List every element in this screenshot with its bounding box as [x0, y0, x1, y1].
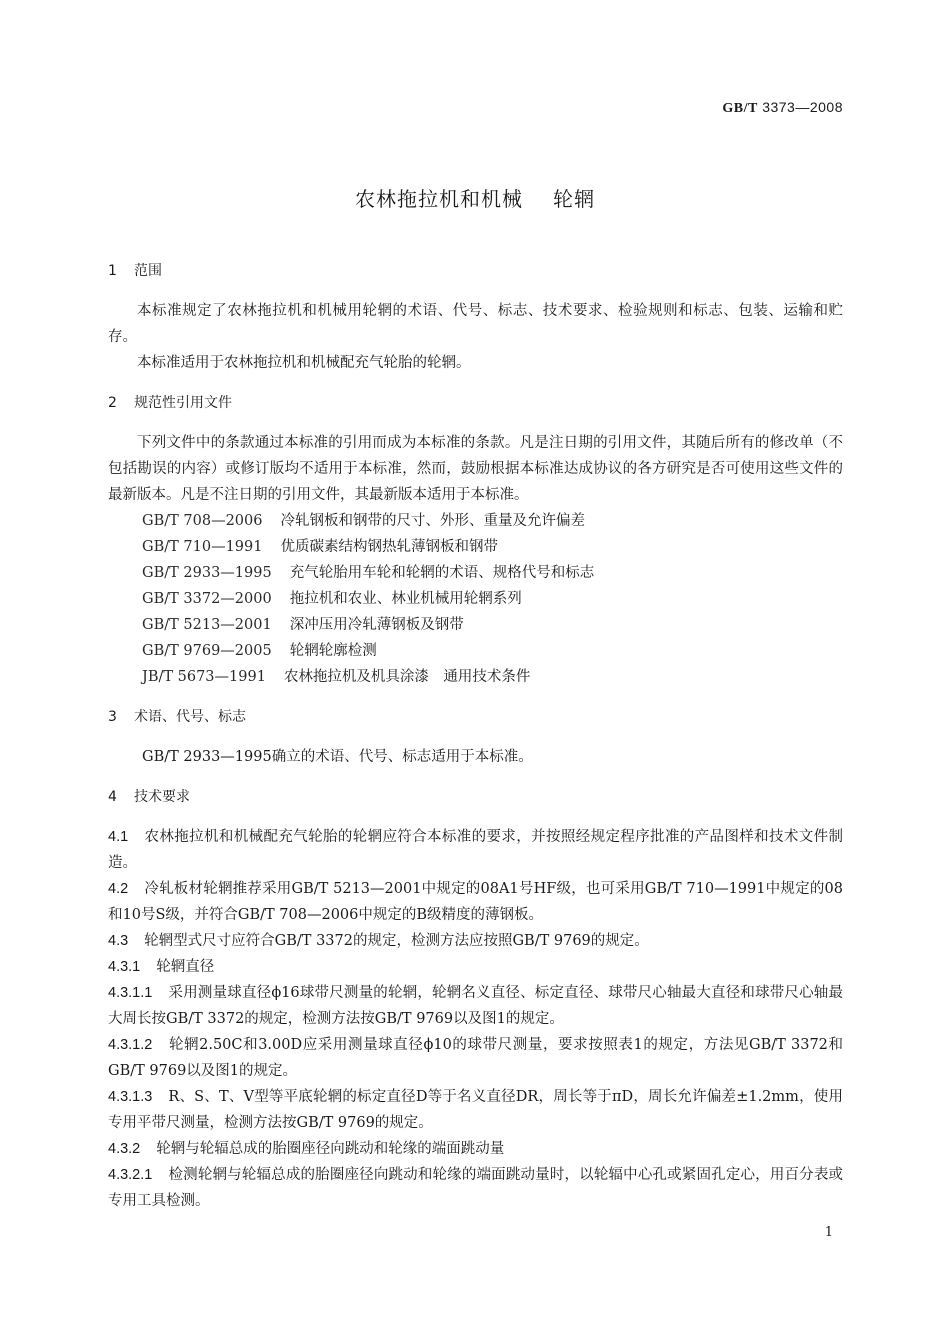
section-number: 3: [108, 709, 117, 725]
section-title: 技术要求: [134, 789, 190, 805]
clause-number: 4.3.1: [108, 959, 141, 975]
title-part1: 农林拖拉机和机械: [355, 187, 523, 211]
title-part2: 轮辋: [553, 187, 595, 211]
clause-number: 4.3.2.1: [108, 1167, 153, 1183]
reference-code: GB/T 2933—1995: [142, 565, 272, 581]
clause-4-3-1: [108, 954, 843, 980]
reference-code: GB/T 708—2006: [142, 513, 263, 529]
section-number: 2: [108, 395, 117, 411]
section-title: 规范性引用文件: [134, 395, 232, 411]
clause-text: 农林拖拉机和机械配充气轮胎的轮辋应符合本标准的要求，并按照经规定程序批准的产品图样和技术文件制造。: [108, 829, 843, 871]
section-title: 范围: [134, 263, 162, 279]
reference-item: [108, 560, 843, 586]
clause-4-3-1-3: [108, 1084, 843, 1136]
section-1-paragraph-1: 本标准规定了农林拖拉机和机械用轮辋的术语、代号、标志、技术要求、检验规则和标志、包装、运输和贮存。: [108, 303, 843, 345]
clause-4-3-2: [108, 1136, 843, 1162]
clause-number: 4.3.2: [108, 1141, 141, 1157]
clause-4-3-2-1: [108, 1162, 843, 1214]
section-3-paragraph-1: GB/T 2933—1995确立的术语、代号、标志适用于本标准。: [142, 749, 533, 765]
section-1-paragraph-2: 本标准适用于农林拖拉机和机械配充气轮胎的轮辋。: [137, 355, 471, 371]
reference-item: [108, 586, 843, 612]
page-number: 1: [824, 1225, 833, 1240]
clause-text: 轮辋直径: [156, 959, 215, 975]
reference-code: GB/T 5213—2001: [142, 617, 272, 633]
clause-4-3-1-2: [108, 1032, 843, 1084]
reference-title: 农林拖拉机及机具涂漆 通用技术条件: [283, 669, 531, 685]
clause-4-3-1-1: [108, 980, 843, 1032]
section-2-paragraph-1: 下列文件中的条款通过本标准的引用而成为本标准的条款。凡是注日期的引用文件，其随后所有的修改单（不包括勘误的内容）或修订版均不适用于本标准，然而，鼓励根据本标准达成协议的各方研究是否可使用这些文件的最新版本。凡是不注日期的引用文件，其最新版本适用于本标准。: [108, 435, 843, 503]
reference-code: JB/T 5673—1991: [142, 669, 266, 685]
reference-code: GB/T 710—1991: [142, 539, 263, 555]
clause-4-3: [108, 928, 843, 954]
reference-item: [108, 534, 843, 560]
clause-text: 采用测量球直径ϕ16球带尺测量的轮辋，轮辋名义直径、标定直径、球带尺心轴最大直径和球带尺心轴最大周长按GB/T 3372的规定，检测方法按GB/T 9769以及图1的规定。: [108, 985, 843, 1027]
clause-number: 4.1: [108, 829, 129, 845]
reference-title: 冷轧钢板和钢带的尺寸、外形、重量及允许偏差: [280, 513, 585, 529]
section-title: 术语、代号、标志: [134, 709, 246, 725]
clause-text: 轮辋与轮辐总成的胎圈座径向跳动和轮缘的端面跳动量: [156, 1141, 505, 1157]
standard-number: [722, 99, 843, 117]
document-body: [108, 258, 843, 1214]
standard-prefix: GB/T: [722, 101, 758, 116]
document-title: [0, 183, 950, 212]
section-4-heading: [108, 784, 843, 810]
reference-list: [108, 508, 843, 690]
clause-text: 轮辋2.50C和3.00D应采用测量球直径ϕ10的球带尺测量，要求按照表1的规定，方法见GB/T 3372和GB/T 9769以及图1的规定。: [108, 1037, 843, 1079]
reference-code: GB/T 3372—2000: [142, 591, 272, 607]
reference-item: [108, 664, 843, 690]
clause-text: 轮辋型式尺寸应符合GB/T 3372的规定，检测方法应按照GB/T 9769的规定。: [144, 933, 649, 949]
clause-number: 4.3.1.1: [108, 985, 153, 1001]
reference-item: [108, 508, 843, 534]
clause-number: 4.3.1.3: [108, 1089, 153, 1105]
clause-text: R、S、T、V型等平底轮辋的标定直径D等于名义直径DR，周长等于πD，周长允许偏差±1.2mm，使用专用平带尺测量，检测方法按GB/T 9769的规定。: [108, 1089, 843, 1131]
reference-item: [108, 612, 843, 638]
section-number: 1: [108, 263, 117, 279]
clause-number: 4.2: [108, 881, 129, 897]
clause-4-2: [108, 876, 843, 928]
clause-4-1: [108, 824, 843, 876]
reference-title: 拖拉机和农业、林业机械用轮辋系列: [289, 591, 522, 607]
standard-code: 3373—2008: [762, 99, 843, 115]
reference-code: GB/T 9769—2005: [142, 643, 272, 659]
section-number: 4: [108, 789, 117, 805]
section-3-heading: [108, 704, 843, 730]
reference-item: [108, 638, 843, 664]
reference-title: 深冲压用冷轧薄钢板及钢带: [289, 617, 464, 633]
section-1-heading: [108, 258, 843, 284]
clause-number: 4.3: [108, 933, 129, 949]
reference-title: 优质碳素结构钢热轧薄钢板和钢带: [280, 539, 498, 555]
section-2-heading: [108, 390, 843, 416]
reference-title: 充气轮胎用车轮和轮辋的术语、规格代号和标志: [289, 565, 595, 581]
reference-title: 轮辋轮廓检测: [289, 643, 377, 659]
clause-number: 4.3.1.2: [108, 1037, 153, 1053]
clause-text: 检测轮辋与轮辐总成的胎圈座径向跳动和轮缘的端面跳动量时，以轮辐中心孔或紧固孔定心，用百分表或专用工具检测。: [108, 1167, 843, 1209]
clause-text: 冷轧板材轮辋推荐采用GB/T 5213—2001中规定的08A1号HF级，也可采用GB/T 710—1991中规定的08和10号S级，并符合GB/T 708—2006中规定的B级精度的薄钢板。: [108, 881, 843, 923]
